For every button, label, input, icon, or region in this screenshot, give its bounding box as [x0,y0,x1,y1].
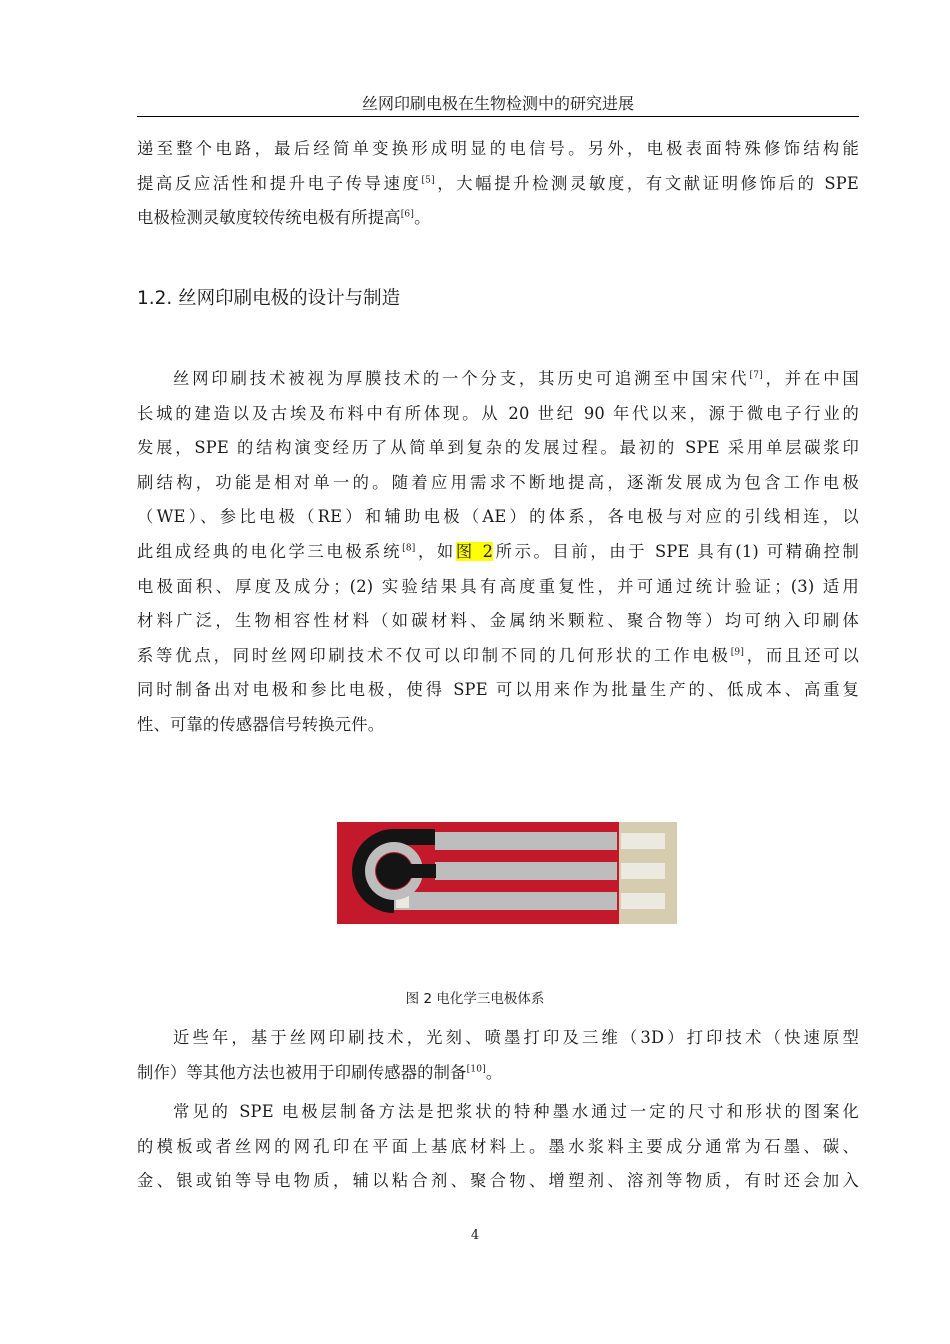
text-line: 电极面积、厚度及成分；(2) 实验结果具有高度重复性，并可通过统计验证；(3) 适用 [137,576,859,596]
text-span: 丝网印刷技术被视为厚膜技术的一个分支，其历史可追溯至中国宋代 [173,369,750,388]
citation-ref: [8] [402,543,416,554]
contact-pad-bottom [621,893,665,909]
text-line: 的模板或者丝网的网孔印在平面上基底材料上。墨水浆料主要成分通常为石墨、碳、 [137,1136,859,1156]
text-line: 刷结构，功能是相对单一的。随着应用需求不断地提高，逐渐发展成为包含工作电极 [137,472,859,492]
figure-caption: 图 2 电化学三电极体系 [405,991,545,1007]
text-span: 系等优点，同时丝网印刷技术不仅可以印制不同的几何形状的工作电极 [137,645,731,665]
figure-link[interactable]: 图 2 [455,541,494,561]
text-line [137,167,859,202]
text-line [137,362,859,397]
citation-ref: [10] [466,1064,486,1075]
text-line: 金、银或铂等导电物质，辅以粘合剂、聚合物、增塑剂、溶剂等物质，有时还会加入 [137,1171,859,1191]
text-line: 同时制备出对电极和参比电极，使得 SPE 可以用来作为批量生产的、低成本、高重复 [137,680,859,700]
citation-ref: [6] [400,209,415,220]
text-line [137,639,859,674]
electrode-illustration [337,822,677,924]
text-line: 发展，SPE 的结构演变经历了从简单到复杂的发展过程。最初的 SPE 采用单层碳浆印 [137,438,859,458]
running-header: 丝网印刷电极在生物检测中的研究进展 [361,94,634,113]
text-span: ，而且还可以 [744,645,859,665]
citation-ref: [7] [749,370,763,381]
text-line: 材料广泛，生物相容性材料（如碳材料、金属纳米颗粒、聚合物等）均可纳入印刷体 [137,611,859,631]
section-heading: 1.2. 丝网印刷电极的设计与制造 [137,288,401,309]
citation-ref: [9] [730,647,745,658]
text-span: 制作）等其他方法也被用于印刷传感器的制备 [137,1062,467,1082]
contact-pad-top [621,833,665,849]
paragraph-fabrication [137,1095,859,1199]
text-line: 递至整个电路，最后经简单变换形成明显的电信号。另外，电极表面特殊修饰结构能 [137,139,859,158]
silver-lead-middle [435,862,617,880]
text-span: 电极检测灵敏度较传统电极有所提高 [137,208,401,228]
text-line [137,201,859,236]
silver-lead-top [435,832,617,850]
text-line: 性、可靠的传感器信号转换元件。 [137,714,385,734]
text-span: ，并在中国 [762,369,859,388]
text-line: 近些年，基于丝网印刷技术，光刻、喷墨打印及三维（3D）打印技术（快速原型 [173,1028,859,1047]
working-electrode-lead [394,864,436,878]
text-span: 所示。目前，由于 SPE 具有(1) 可精确控制 [493,541,860,561]
contact-pad-middle [621,863,665,879]
figure-spe-electrode [337,822,677,924]
text-span: 提高反应活性和提升电子传导速度 [137,173,422,193]
text-span: 。 [485,1062,503,1082]
paragraph-continuation [137,132,859,236]
text-line: （WE）、参比电极（RE）和辅助电极（AE）的体系，各电极与对应的引线相连，以 [137,507,859,527]
text-line: 长城的建造以及古埃及布料中有所体现。从 20 世纪 90 年代以来，源于微电子行业的 [137,403,859,423]
text-span: 此组成经典的电化学三电极系统 [137,541,403,561]
text-line [137,1056,859,1091]
text-line: 常见的 SPE 电极层制备方法是把浆状的特种墨水通过一定的尺寸和形状的图案化 [173,1102,859,1121]
paragraph-other-methods [137,1021,859,1090]
page-number: 4 [470,1228,480,1243]
citation-ref: [5] [421,175,435,186]
paragraph-spe-history [137,362,859,743]
text-span: 。 [414,208,431,228]
header-rule [137,116,859,117]
text-span: ，大幅提升检测灵敏度，有文献证明修饰后的 SPE [434,173,859,193]
text-line [137,535,859,570]
text-span: ，如 [415,541,456,561]
silver-lead-bottom [393,892,617,910]
